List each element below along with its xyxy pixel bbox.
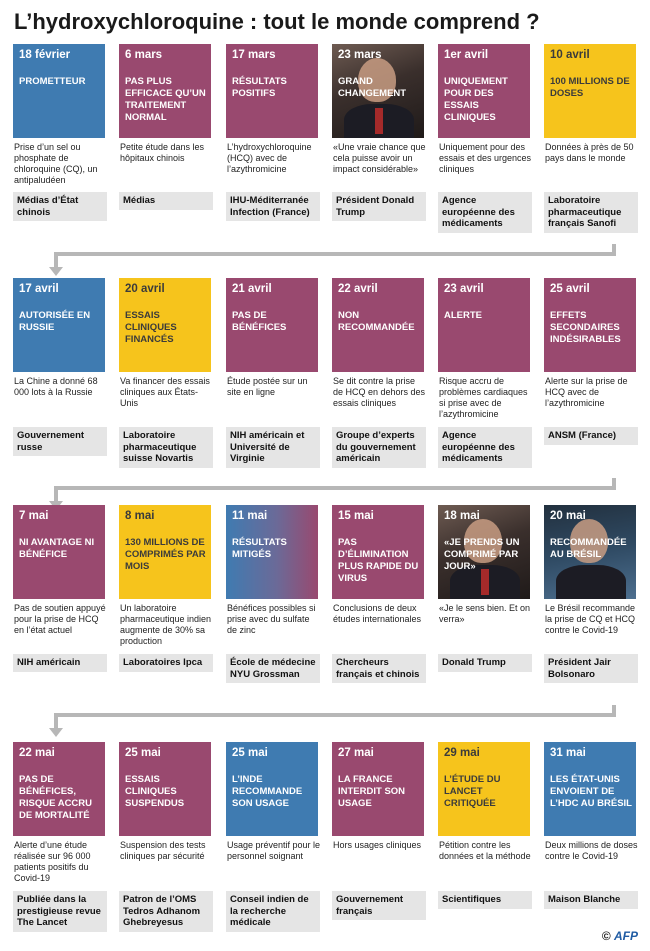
event-description: La Chine a donné 68 000 lots à la Russie	[14, 376, 98, 397]
event-card	[226, 742, 322, 942]
event-description: Petite étude dans les hôpitaux chinois	[120, 142, 205, 163]
event-tile	[544, 505, 636, 599]
event-card	[438, 278, 534, 478]
event-tile	[119, 44, 211, 138]
person-photo-tie	[375, 108, 383, 134]
row-connector-riser	[612, 478, 616, 490]
event-headline: PAS PLUS EFFICACE QU’UN TRAITEMENT NORMAL	[125, 76, 206, 123]
event-tile	[13, 44, 105, 138]
event-date: 20 avril	[125, 283, 165, 295]
row-connector-bar	[54, 486, 616, 490]
event-source: Laboratoire pharmaceutique suisse Novartis	[119, 427, 213, 468]
event-source: Laboratoire pharmaceutique français Sanofi	[544, 192, 638, 233]
event-date: 7 mai	[19, 510, 49, 522]
event-headline: PAS D’ÉLIMINATION PLUS RAPIDE DU VIRUS	[338, 537, 419, 584]
event-card	[226, 44, 322, 244]
event-card	[544, 505, 640, 705]
event-date: 17 mars	[232, 49, 276, 61]
event-date: 18 mai	[444, 510, 480, 522]
event-date: 25 mai	[125, 747, 161, 759]
event-source: Scientifiques	[438, 891, 532, 909]
event-card	[119, 278, 215, 478]
event-description: «Je le sens bien. Et on verra»	[439, 603, 531, 624]
event-tile	[13, 742, 105, 836]
event-headline: «JE PRENDS UN COMPRIMÉ PAR JOUR»	[444, 537, 520, 572]
event-date: 22 avril	[338, 283, 378, 295]
event-date: 31 mai	[550, 747, 586, 759]
event-date: 22 mai	[19, 747, 55, 759]
event-description: «Une vraie chance que cela puisse avoir un impact considérable»	[333, 142, 426, 174]
event-headline: 100 MILLIONS DE DOSES	[550, 76, 630, 99]
event-tile	[13, 278, 105, 372]
event-headline: LES ÉTAT-UNIS ENVOIENT DE L’HDC AU BRÉSIL	[550, 774, 632, 809]
timeline-row-2	[0, 278, 650, 478]
event-headline: PROMETTEUR	[19, 76, 86, 87]
event-tile	[226, 742, 318, 836]
event-headline: UNIQUEMENT POUR DES ESSAIS CLINIQUES	[444, 76, 508, 123]
event-tile	[226, 44, 318, 138]
event-tile	[438, 742, 530, 836]
event-date: 8 mai	[125, 510, 155, 522]
event-card	[226, 505, 322, 705]
event-description: Étude postée sur un site en ligne	[227, 376, 308, 397]
event-source: Gouvernement russe	[13, 427, 107, 456]
row-connector-riser	[612, 244, 616, 256]
event-card	[119, 742, 215, 942]
event-headline: ESSAIS CLINIQUES SUSPENDUS	[125, 774, 185, 809]
event-tile	[544, 44, 636, 138]
event-card	[438, 742, 534, 942]
event-date: 20 mai	[550, 510, 586, 522]
event-description: Deux millions de doses contre le Covid-19	[545, 840, 638, 861]
event-card	[13, 742, 109, 942]
event-source: Publiée dans la prestigieuse revue The Lancet	[13, 891, 107, 932]
event-card	[13, 44, 109, 244]
row-connector-drop	[54, 486, 58, 502]
event-card	[438, 44, 534, 244]
event-tile	[119, 278, 211, 372]
event-description: Le Brésil recommande la prise de CQ et HCQ contre le Covid-19	[545, 603, 636, 635]
event-date: 6 mars	[125, 49, 163, 61]
copyright-mark: ©	[601, 929, 611, 943]
page-title: L’hydroxychloroquine : tout le monde comprend ?	[14, 9, 540, 34]
event-tile	[13, 505, 105, 599]
row-connector-drop	[54, 713, 58, 729]
event-date: 25 avril	[550, 283, 590, 295]
event-tile	[438, 278, 530, 372]
arrow-down-icon	[49, 267, 63, 276]
event-description: Suspension des tests cliniques par sécurité	[120, 840, 206, 861]
agency-name: AFP	[614, 929, 638, 943]
event-source: Laboratoires Ipca	[119, 654, 213, 672]
event-headline: 130 MILLIONS DE COMPRIMÉS PAR MOIS	[125, 537, 206, 572]
row-connector-bar	[54, 713, 616, 717]
event-date: 11 mai	[232, 510, 268, 522]
event-card	[119, 44, 215, 244]
event-source: Agence européenne des médicaments	[438, 427, 532, 468]
afp-logo	[602, 929, 638, 943]
event-source: Gouvernement français	[332, 891, 426, 920]
event-tile	[332, 278, 424, 372]
event-description: Données à près de 50 pays dans le monde	[545, 142, 634, 163]
event-headline: EFFETS SECONDAIRES INDÉSIRABLES	[550, 310, 621, 345]
event-source: Médias d’État chinois	[13, 192, 107, 221]
event-date: 27 mai	[338, 747, 374, 759]
event-description: Prise d’un sel ou phosphate de chloroquine (CQ), un antipaludéen	[14, 142, 98, 185]
event-source: Médias	[119, 192, 213, 210]
event-headline: LA FRANCE INTERDIT SON USAGE	[338, 774, 406, 809]
event-source: Chercheurs français et chinois	[332, 654, 426, 683]
event-headline: PAS DE BÉNÉFICES, RISQUE ACCRU DE MORTALITÉ	[19, 774, 93, 821]
event-source: Groupe d’experts du gouvernement américain	[332, 427, 426, 468]
row-connector-riser	[612, 705, 616, 717]
event-headline: PAS DE BÉNÉFICES	[232, 310, 287, 333]
event-card	[332, 278, 428, 478]
event-date: 18 février	[19, 49, 71, 61]
event-description: Pétition contre les données et la méthode	[439, 840, 531, 861]
event-description: Uniquement pour des essais et des urgences cliniques	[439, 142, 532, 174]
event-card	[544, 44, 640, 244]
event-card	[13, 505, 109, 705]
event-date: 1er avril	[444, 49, 489, 61]
event-tile	[226, 505, 318, 599]
arrow-down-icon	[49, 728, 63, 737]
event-description: Bénéfices possibles si prise avec du sulfate de zinc	[227, 603, 316, 635]
event-source: Agence européenne des médicaments	[438, 192, 532, 233]
event-tile	[332, 44, 424, 138]
event-date: 23 avril	[444, 283, 484, 295]
event-card	[438, 505, 534, 705]
event-tile	[438, 505, 530, 599]
event-headline: ALERTE	[444, 310, 482, 321]
event-headline: AUTORISÉE EN RUSSIE	[19, 310, 91, 333]
event-headline: ESSAIS CLINIQUES FINANCÉS	[125, 310, 177, 345]
event-headline: RECOMMANDÉE AU BRÉSIL	[550, 537, 627, 560]
event-headline: L’ÉTUDE DU LANCET CRITIQUÉE	[444, 774, 501, 809]
event-headline: RÉSULTATS POSITIFS	[232, 76, 287, 99]
event-description: Alerte d’une étude réalisée sur 96 000 patients positifs du Covid-19	[14, 840, 91, 883]
person-photo-body	[556, 565, 626, 599]
event-description: Conclusions de deux études internationales	[333, 603, 422, 624]
event-description: Risque accru de problèmes cardiaques si prise avec de l’azythromicine	[439, 376, 528, 419]
event-source: NIH américain	[13, 654, 107, 672]
event-headline: NI AVANTAGE NI BÉNÉFICE	[19, 537, 95, 560]
event-tile	[119, 742, 211, 836]
event-description: L’hydroxychloroquine (HCQ) avec de l’azythromicine	[227, 142, 312, 174]
event-headline: L’INDE RECOMMANDE SON USAGE	[232, 774, 303, 809]
event-source: Président Donald Trump	[332, 192, 426, 221]
event-tile	[544, 742, 636, 836]
event-source: Maison Blanche	[544, 891, 638, 909]
event-tile	[332, 505, 424, 599]
event-source: Patron de l’OMS Tedros Adhanom Ghebreyesus	[119, 891, 213, 932]
timeline-row-4	[0, 742, 650, 942]
event-tile	[226, 278, 318, 372]
event-tile	[438, 44, 530, 138]
event-tile	[332, 742, 424, 836]
event-date: 25 mai	[232, 747, 268, 759]
event-source: IHU-Méditerranée Infection (France)	[226, 192, 320, 221]
event-tile	[119, 505, 211, 599]
event-description: Alerte sur la prise de HCQ avec de l’azythromicine	[545, 376, 628, 408]
event-tile	[544, 278, 636, 372]
event-headline: NON RECOMMANDÉE	[338, 310, 415, 333]
event-description: Pas de soutien appuyé pour la prise de HCQ en l’état actuel	[14, 603, 106, 635]
event-date: 15 mai	[338, 510, 374, 522]
event-source: NIH américain et Université de Virginie	[226, 427, 320, 468]
event-source: ANSM (France)	[544, 427, 638, 445]
event-date: 23 mars	[338, 49, 382, 61]
event-date: 29 mai	[444, 747, 480, 759]
event-description: Un laboratoire pharmaceutique indien augmente de 30% sa production	[120, 603, 212, 646]
event-date: 10 avril	[550, 49, 590, 61]
event-card	[332, 44, 428, 244]
event-source: École de médecine NYU Grossman	[226, 654, 320, 683]
event-card	[332, 742, 428, 942]
event-card	[544, 278, 640, 478]
event-description: Hors usages cliniques	[333, 840, 422, 850]
event-card	[332, 505, 428, 705]
row-connector-drop	[54, 252, 58, 268]
event-date: 21 avril	[232, 283, 272, 295]
event-description: Se dit contre la prise de HCQ en dehors des essais cliniques	[333, 376, 426, 408]
row-connector-bar	[54, 252, 616, 256]
event-headline: GRAND CHANGEMENT	[338, 76, 407, 99]
event-description: Va financer des essais cliniques aux États-Unis	[120, 376, 210, 408]
timeline-row-3	[0, 505, 650, 705]
event-card	[119, 505, 215, 705]
event-headline: RÉSULTATS MITIGÉS	[232, 537, 287, 560]
event-card	[13, 278, 109, 478]
event-card	[544, 742, 640, 942]
event-description: Usage préventif pour le personnel soignant	[227, 840, 321, 861]
event-date: 17 avril	[19, 283, 59, 295]
event-source: Donald Trump	[438, 654, 532, 672]
timeline-row-1	[0, 44, 650, 244]
event-source: Président Jair Bolsonaro	[544, 654, 638, 683]
event-card	[226, 278, 322, 478]
event-source: Conseil indien de la recherche médicale	[226, 891, 320, 932]
